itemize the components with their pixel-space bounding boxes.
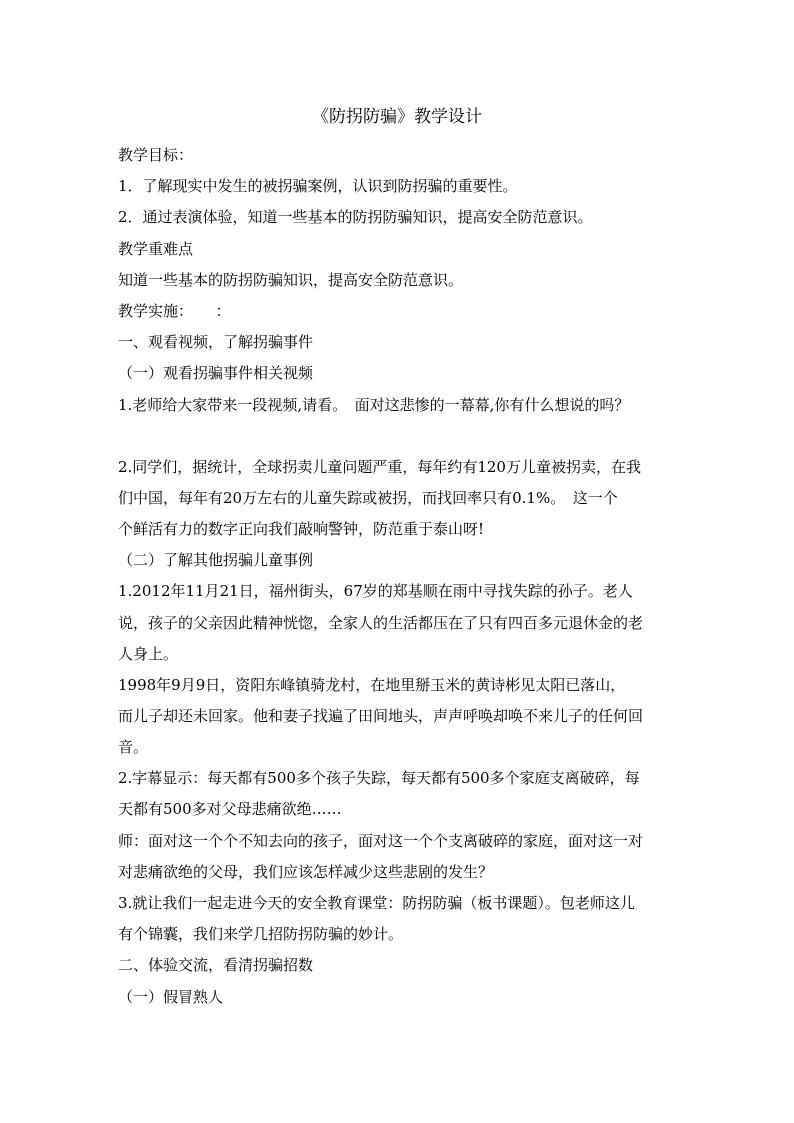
- subsection-heading: （二）了解其他拐骗儿童事例: [118, 551, 314, 569]
- paragraph-line: 人身上。: [118, 645, 179, 663]
- paragraph-line: 2.字幕显示：每天都有500多个孩子失踪，每天都有500多个家庭支离破碎，每: [118, 769, 640, 787]
- heading-key-points: 教学重难点: [118, 240, 194, 258]
- paragraph-line: 而儿子却还未回家。他和妻子找遍了田间地头，声声呼唤却唤不来儿子的任何回: [118, 707, 644, 725]
- heading-objectives: 教学目标：: [118, 146, 194, 164]
- paragraph-line: 1998年9月9日，资阳东峰镇骑龙村，在地里掰玉米的黄诗彬见太阳已落山，: [118, 676, 626, 694]
- paragraph-line: 个鲜活有力的数字正向我们敲响警钟，防范重于泰山呀!: [118, 520, 485, 538]
- paragraph-line: 知道一些基本的防拐防骗知识，提高安全防范意识。: [118, 271, 464, 289]
- section-heading: 一、观看视频，了解拐骗事件: [118, 333, 314, 351]
- paragraph-line: 1．了解现实中发生的被拐骗案例，认识到防拐骗的重要性。: [118, 177, 518, 195]
- heading-implementation: 教学实施： ：: [118, 302, 231, 320]
- paragraph-line: 2.同学们，据统计，全球拐卖儿童问题严重，每年约有120万儿童被拐卖，在我: [118, 458, 641, 476]
- paragraph-line: 1.老师给大家带来一段视频,请看。 面对这悲惨的一幕幕,你有什么想说的吗？: [118, 396, 630, 414]
- paragraph-line: 3.就让我们一起走进今天的安全教育课堂：防拐防骗（板书课题）。包老师这儿: [118, 894, 635, 912]
- subsection-heading: （一）观看拐骗事件相关视频: [118, 364, 314, 382]
- paragraph-line: 天都有500多对父母悲痛欲绝……: [118, 800, 342, 818]
- paragraph-line: 对悲痛欲绝的父母，我们应该怎样减少这些悲剧的发生？: [118, 863, 494, 881]
- paragraph-line: 师：面对这一个个不知去向的孩子，面对这一个个支离破碎的家庭，面对这一对: [118, 832, 644, 850]
- paragraph-line: 2．通过表演体验，知道一些基本的防拐防骗知识，提高安全防范意识。: [118, 208, 593, 226]
- document-title: 《防拐防骗》教学设计: [312, 107, 482, 127]
- section-heading: 二、体验交流，看清拐骗招数: [118, 956, 314, 974]
- paragraph-line: 说，孩子的父亲因此精神恍惚，全家人的生活都压在了只有四百多元退休金的老: [118, 614, 644, 632]
- paragraph-line: 音。: [118, 738, 149, 756]
- paragraph-line: 们中国，每年有20万左右的儿童失踪或被拐，而找回率只有0.1%。 这一个: [118, 489, 618, 507]
- paragraph-line: 1.2012年11月21日，福州街头，67岁的郑基顺在雨中寻找失踪的孙子。老人: [118, 582, 633, 600]
- paragraph-line: 有个锦囊，我们来学几招防拐防骗的妙计。: [118, 925, 404, 943]
- subsection-heading: （一）假冒熟人: [118, 988, 224, 1006]
